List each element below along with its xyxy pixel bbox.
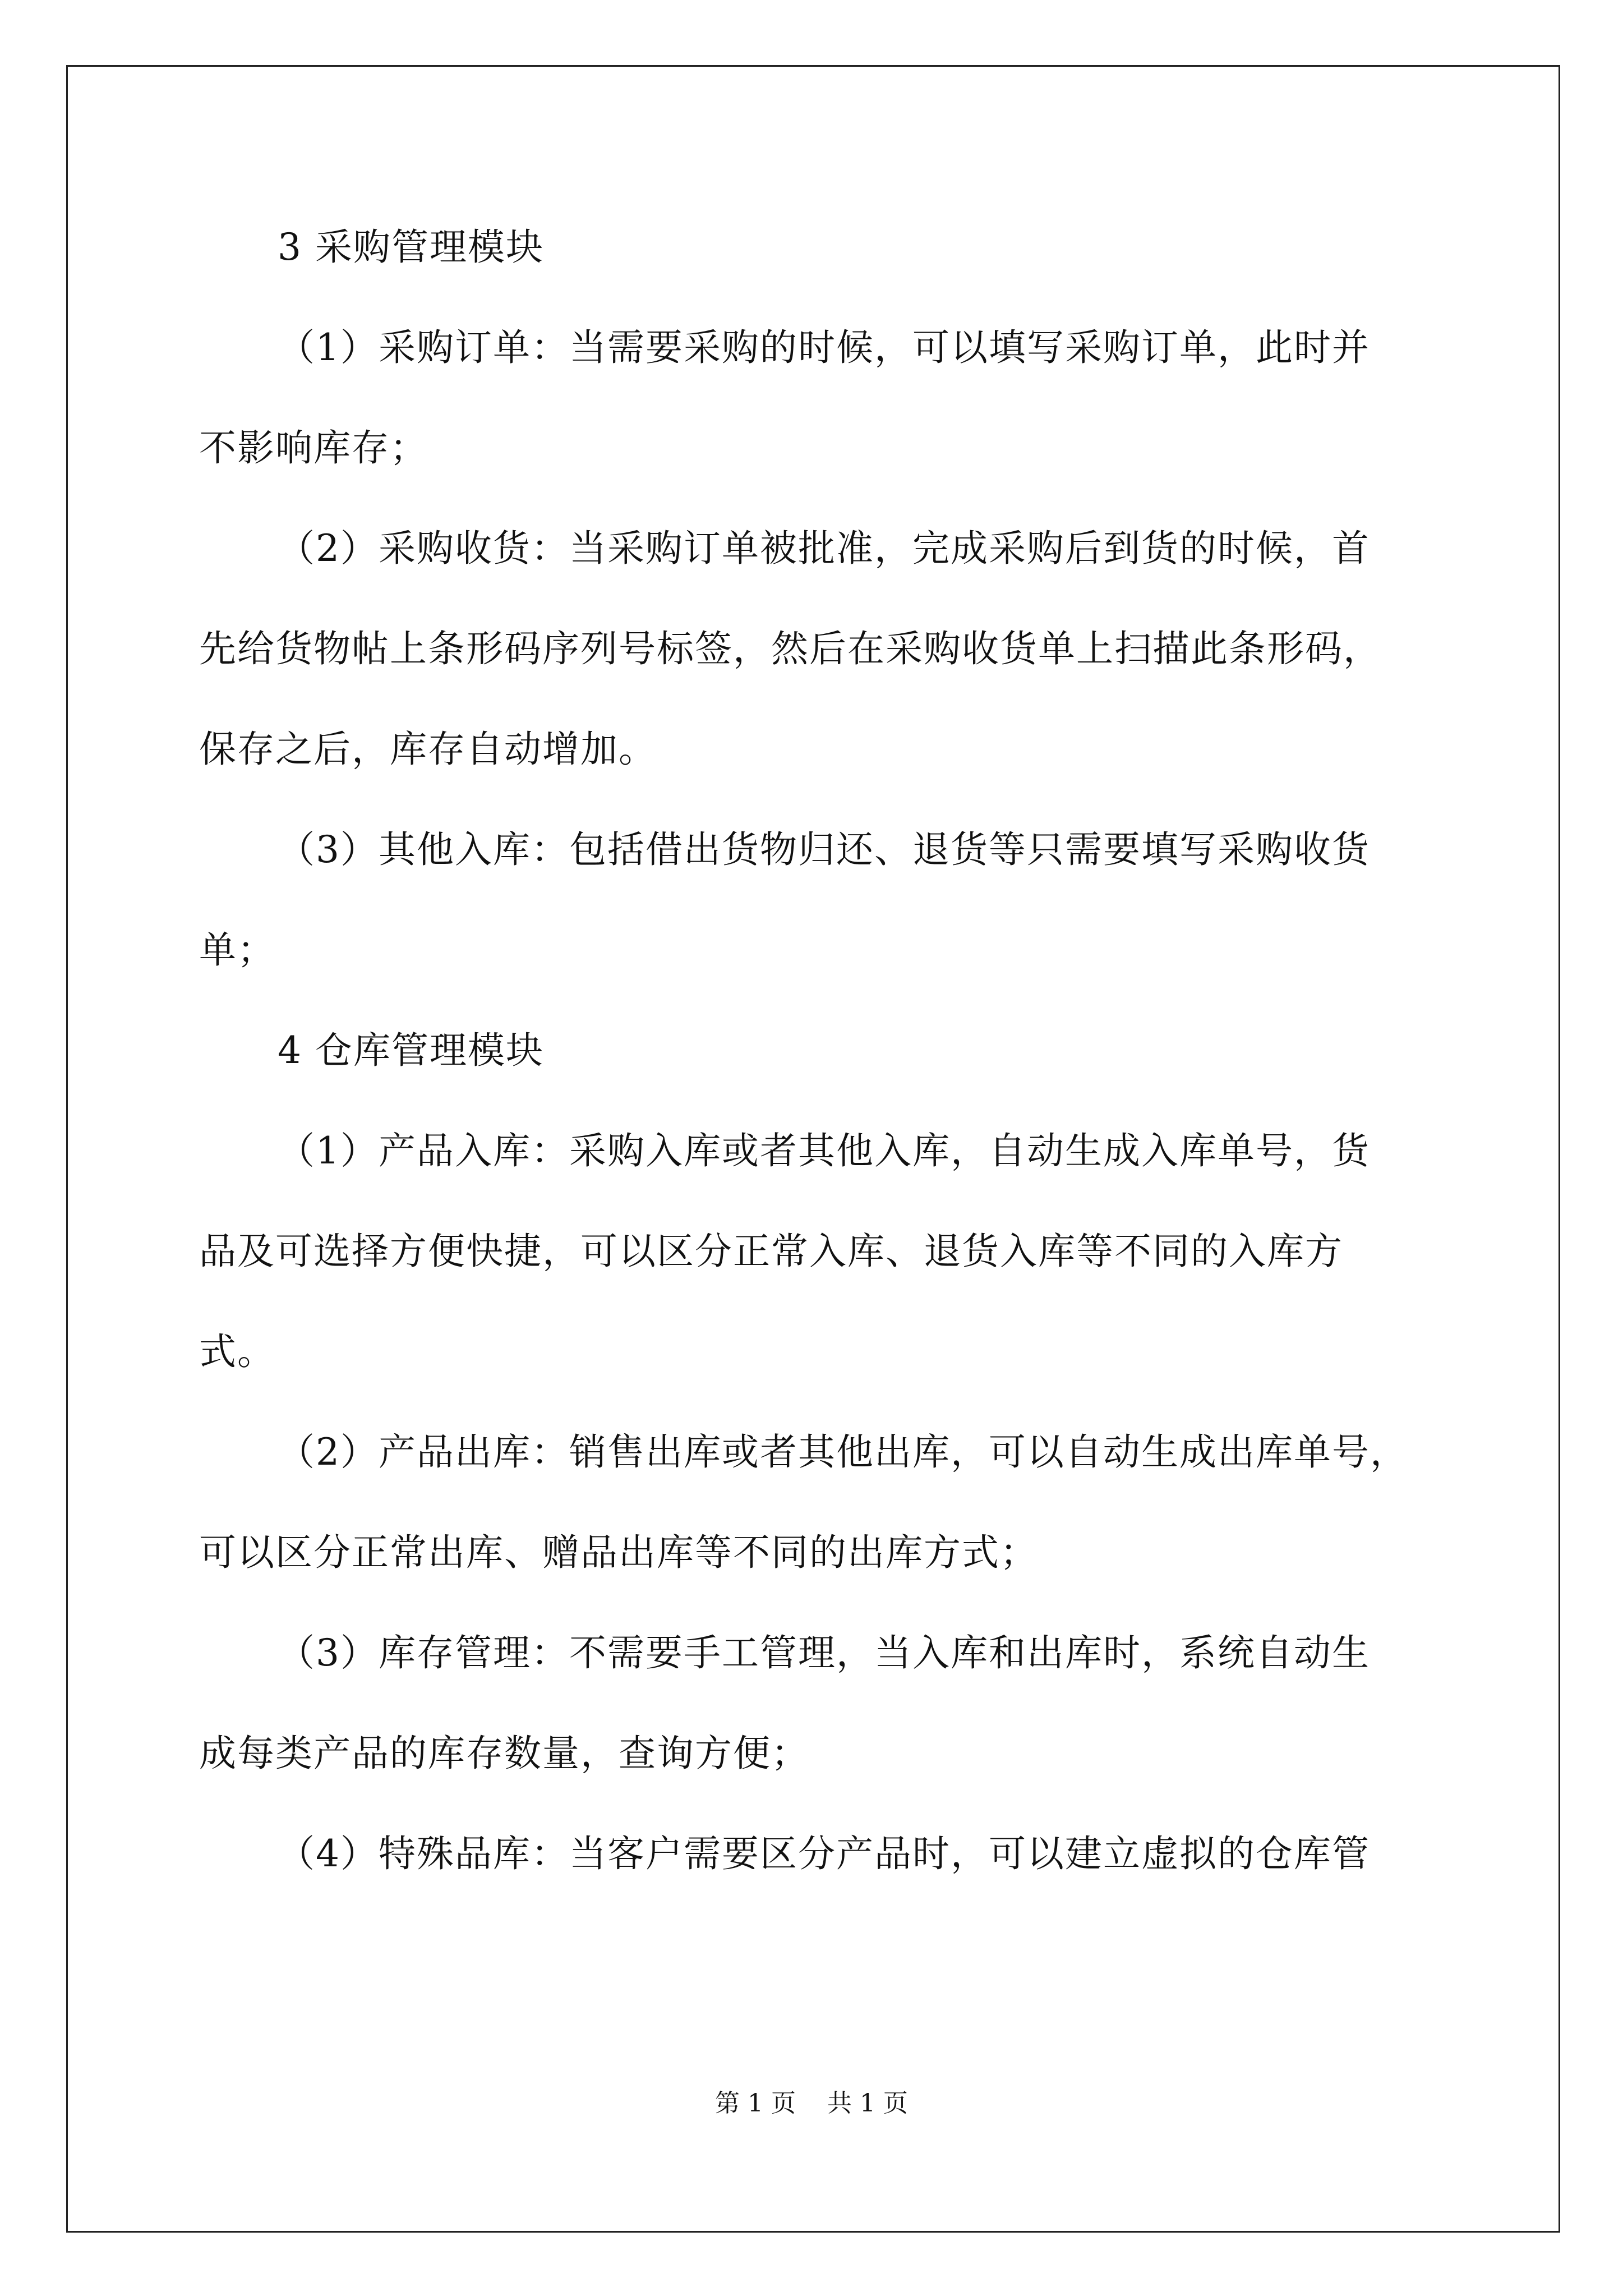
paragraph-line: 保存之后，库存自动增加。 [199, 728, 657, 771]
paragraph-line: （2）采购收货：当采购订单被批准，完成采购后到货的时候，首 [278, 527, 1370, 570]
paragraph-line: 成每类产品的库存数量，查询方便； [199, 1732, 809, 1775]
paragraph-line: （1）产品入库：采购入库或者其他入库，自动生成入库单号，货 [278, 1129, 1370, 1172]
page-number-footer: 第 1 页 共 1 页 [715, 2089, 908, 2118]
document-body [199, 222, 1467, 1880]
paragraph-line: （1）采购订单：当需要采购的时候，可以填写采购订单，此时并 [278, 326, 1370, 369]
paragraph-line: （3）库存管理：不需要手工管理，当入库和出库时，系统自动生 [278, 1631, 1370, 1674]
paragraph-line: （4）特殊品库：当客户需要区分产品时，可以建立虚拟的仓库管 [278, 1832, 1370, 1875]
paragraph-line: 式。 [199, 1330, 275, 1373]
section-heading-warehouse: 4 仓库管理模块 [278, 1029, 544, 1072]
paragraph-line: 先给货物帖上条形码序列号标签，然后在采购收货单上扫描此条形码， [199, 627, 1381, 670]
paragraph-line: 可以区分正常出库、赠品出库等不同的出库方式； [199, 1531, 1038, 1574]
paragraph-line: 单； [199, 928, 275, 972]
section-heading-purchasing: 3 采购管理模块 [278, 226, 544, 269]
paragraph-line: 品及可选择方便快捷，可以区分正常入库、退货入库等不同的入库方 [199, 1230, 1343, 1273]
paragraph-line: （2）产品出库：销售出库或者其他出库，可以自动生成出库单号， [278, 1430, 1408, 1474]
paragraph-line: （3）其他入库：包括借出货物归还、退货等只需要填写采购收货 [278, 828, 1370, 871]
paragraph-line: 不影响库存； [199, 426, 428, 470]
